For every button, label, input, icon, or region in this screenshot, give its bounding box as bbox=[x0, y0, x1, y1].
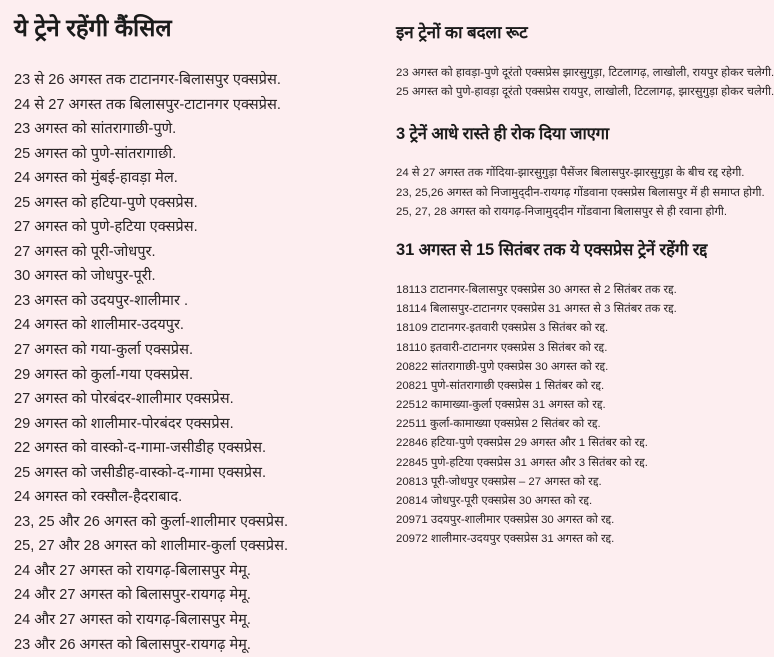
list-item: 24 अगस्त को शालीमार-उदयपुर. bbox=[14, 317, 184, 334]
right-column bbox=[384, 0, 774, 622]
list-item: 20972 शालीमार-उदयपुर एक्सप्रेस 31 अगस्त को रद्द. bbox=[396, 533, 615, 546]
list-item: 29 अगस्त को शालीमार-पोरबंदर एक्सप्रेस. bbox=[14, 415, 234, 432]
spacer-short-terminated-heading bbox=[396, 147, 758, 164]
list-item: 23 और 26 अगस्त को बिलासपुर-रायगढ़ मेमू. bbox=[14, 636, 251, 653]
list-item: 18113 टाटानगर-बिलासपुर एक्सप्रेस 30 अगस्त से 2 सितंबर तक रद्द. bbox=[396, 283, 677, 296]
spacer-express-cancelled-heading bbox=[396, 263, 758, 281]
list-item: 25 अगस्त को पुणे-सांतरागाछी. bbox=[14, 145, 177, 162]
list-item: 25, 27 और 28 अगस्त को शालीमार-कुर्ला एक्सप्रेस. bbox=[14, 538, 289, 555]
spacer-before-express-cancelled bbox=[396, 222, 758, 238]
list-item: 23 अगस्त को उदयपुर-शालीमार . bbox=[14, 292, 189, 309]
list-item: 24 अगस्त को मुंबई-हावड़ा मेल. bbox=[14, 170, 178, 187]
list-item: 20971 उदयपुर-शालीमार एक्सप्रेस 30 अगस्त को रद्द. bbox=[396, 514, 615, 527]
list-item: 30 अगस्त को जोधपुर-पूरी. bbox=[14, 268, 156, 285]
spacer-left-heading bbox=[14, 46, 374, 68]
left-column bbox=[0, 0, 384, 653]
route-change-list bbox=[396, 64, 774, 102]
list-item: 27 अगस्त को पूरी-जोधपुर. bbox=[14, 243, 156, 260]
short-terminated-list bbox=[396, 164, 765, 222]
list-item: 22845 पुणे-हटिया एक्सप्रेस 31 अगस्त और 3 सितंबर को रद्द. bbox=[396, 456, 648, 469]
list-item: 22846 हटिया-पुणे एक्सप्रेस 29 अगस्त और 1 सितंबर को रद्द. bbox=[396, 437, 648, 450]
list-item: 23 अगस्त को सांतरागाछी-पुणे. bbox=[14, 121, 177, 138]
list-item: 22 अगस्त को वास्को-द-गामा-जसीडीह एक्सप्रेस. bbox=[14, 440, 267, 457]
list-item: 20814 जोधपुर-पूरी एक्सप्रेस 30 अगस्त को रद्द. bbox=[396, 495, 593, 507]
list-item: 27 अगस्त को पोरबंदर-शालीमार एक्सप्रेस. bbox=[14, 391, 234, 408]
list-item: 25, 27, 28 अगस्त को रायगढ़-निजामुद्​दीन गोंडवाना बिलासपुर से ही रवाना होगी. bbox=[396, 205, 727, 218]
list-item: 23 अगस्त को हावड़ा-पुणे दूरंतो एक्सप्रेस झारसुगुड़ा, टिटलागढ़, लाखोली, रायपुर होकर चलेगी. bbox=[396, 67, 774, 79]
list-item: 23 से 26 अगस्त तक टाटानगर-बिलासपुर एक्सप्रेस. bbox=[14, 72, 281, 88]
list-item: 20822 सांतरागाछी-पुणे एक्सप्रेस 30 अगस्त को रद्द. bbox=[396, 360, 609, 373]
express-cancelled-heading: 31 अगस्त से 15 सितंबर तक ये एक्सप्रेस ट्रेनें रहेंगी रद्द bbox=[396, 240, 708, 259]
list-item: 25 अगस्त को पुणे-हावड़ा दूरंतो एक्सप्रेस रायपुर, लाखोली, टिटलागढ़, झारसुगुड़ा होकर चलेगी. bbox=[396, 86, 774, 99]
list-item: 25 अगस्त को हटिया-पुणे एक्सप्रेस. bbox=[14, 194, 198, 211]
list-item: 22512 कामाख्या-कुर्ला एक्सप्रेस 31 अगस्त को रद्द. bbox=[396, 399, 606, 412]
list-item: 27 अगस्त को गया-कुर्ला एक्सप्रेस. bbox=[14, 342, 194, 359]
list-item: 24 और 27 अगस्त को रायगढ़-बिलासपुर मेमू. bbox=[14, 562, 251, 579]
cancelled-trains-list bbox=[14, 68, 374, 657]
list-item: 23, 25,26 अगस्त को निजामुद्​दीन-रायगढ़ गोंडवाना एक्सप्रेस बिलासपुर में ही समाप्त होगी. bbox=[396, 186, 765, 199]
list-item: 27 अगस्त को पुणे-हटिया एक्सप्रेस. bbox=[14, 219, 198, 236]
left-column-heading: ये ट्रेने रहेंगी कैंसिल bbox=[14, 15, 172, 42]
spacer-before-short-terminated bbox=[396, 102, 758, 122]
spacer-route-heading bbox=[396, 46, 758, 64]
express-cancelled-list bbox=[396, 281, 758, 550]
list-item: 24 से 27 अगस्त तक बिलासपुर-टाटानगर एक्सप्रेस. bbox=[14, 96, 281, 113]
list-item: 20821 पुणे-सांतरागाछी एक्सप्रेस 1 सितंबर को रद्द. bbox=[396, 379, 605, 392]
list-item: 24 और 27 अगस्त को रायगढ़-बिलासपुर मेमू. bbox=[14, 612, 251, 629]
route-change-heading: इन ट्रेनों का बदला रूट bbox=[396, 23, 528, 42]
list-item: 24 से 27 अगस्त तक गोंदिया-झारसुगुड़ा पैसेंजर बिलासपुर-झारसुगुड़ा के बीच रद्द रहेगी. bbox=[396, 167, 745, 180]
list-item: 20813 पूरी-जोधपुर एक्सप्रेस – 27 अगस्त को रद्द. bbox=[396, 475, 602, 488]
list-item: 18110 इतवारी-टाटानगर एक्सप्रेस 3 सितंबर को रद्द. bbox=[396, 341, 608, 354]
list-item: 18114 बिलासपुर-टाटानगर एक्सप्रेस 31 अगस्त से 3 सितंबर तक रद्द. bbox=[396, 303, 677, 316]
list-item: 25 अगस्त को जसीडीह-वास्को-द-गामा एक्सप्रेस. bbox=[14, 464, 267, 481]
short-terminated-heading: 3 ट्रेनें आधे रास्ते ही रोक दिया जाएगा bbox=[396, 125, 610, 144]
list-item: 23, 25 और 26 अगस्त को कुर्ला-शालीमार एक्सप्रेस. bbox=[14, 513, 289, 530]
list-item: 24 अगस्त को रक्सौल-हैदराबाद. bbox=[14, 489, 183, 506]
list-item: 22511 कुर्ला-कामाख्या एक्सप्रेस 2 सितंबर को रद्द. bbox=[396, 418, 601, 431]
list-item: 24 और 27 अगस्त को बिलासपुर-रायगढ़ मेमू. bbox=[14, 587, 251, 604]
list-item: 29 अगस्त को कुर्ला-गया एक्सप्रेस. bbox=[14, 366, 194, 383]
list-item: 18109 टाटानगर-इतवारी एक्सप्रेस 3 सितंबर को रद्द. bbox=[396, 322, 609, 335]
spacer-right-top bbox=[396, 6, 758, 20]
